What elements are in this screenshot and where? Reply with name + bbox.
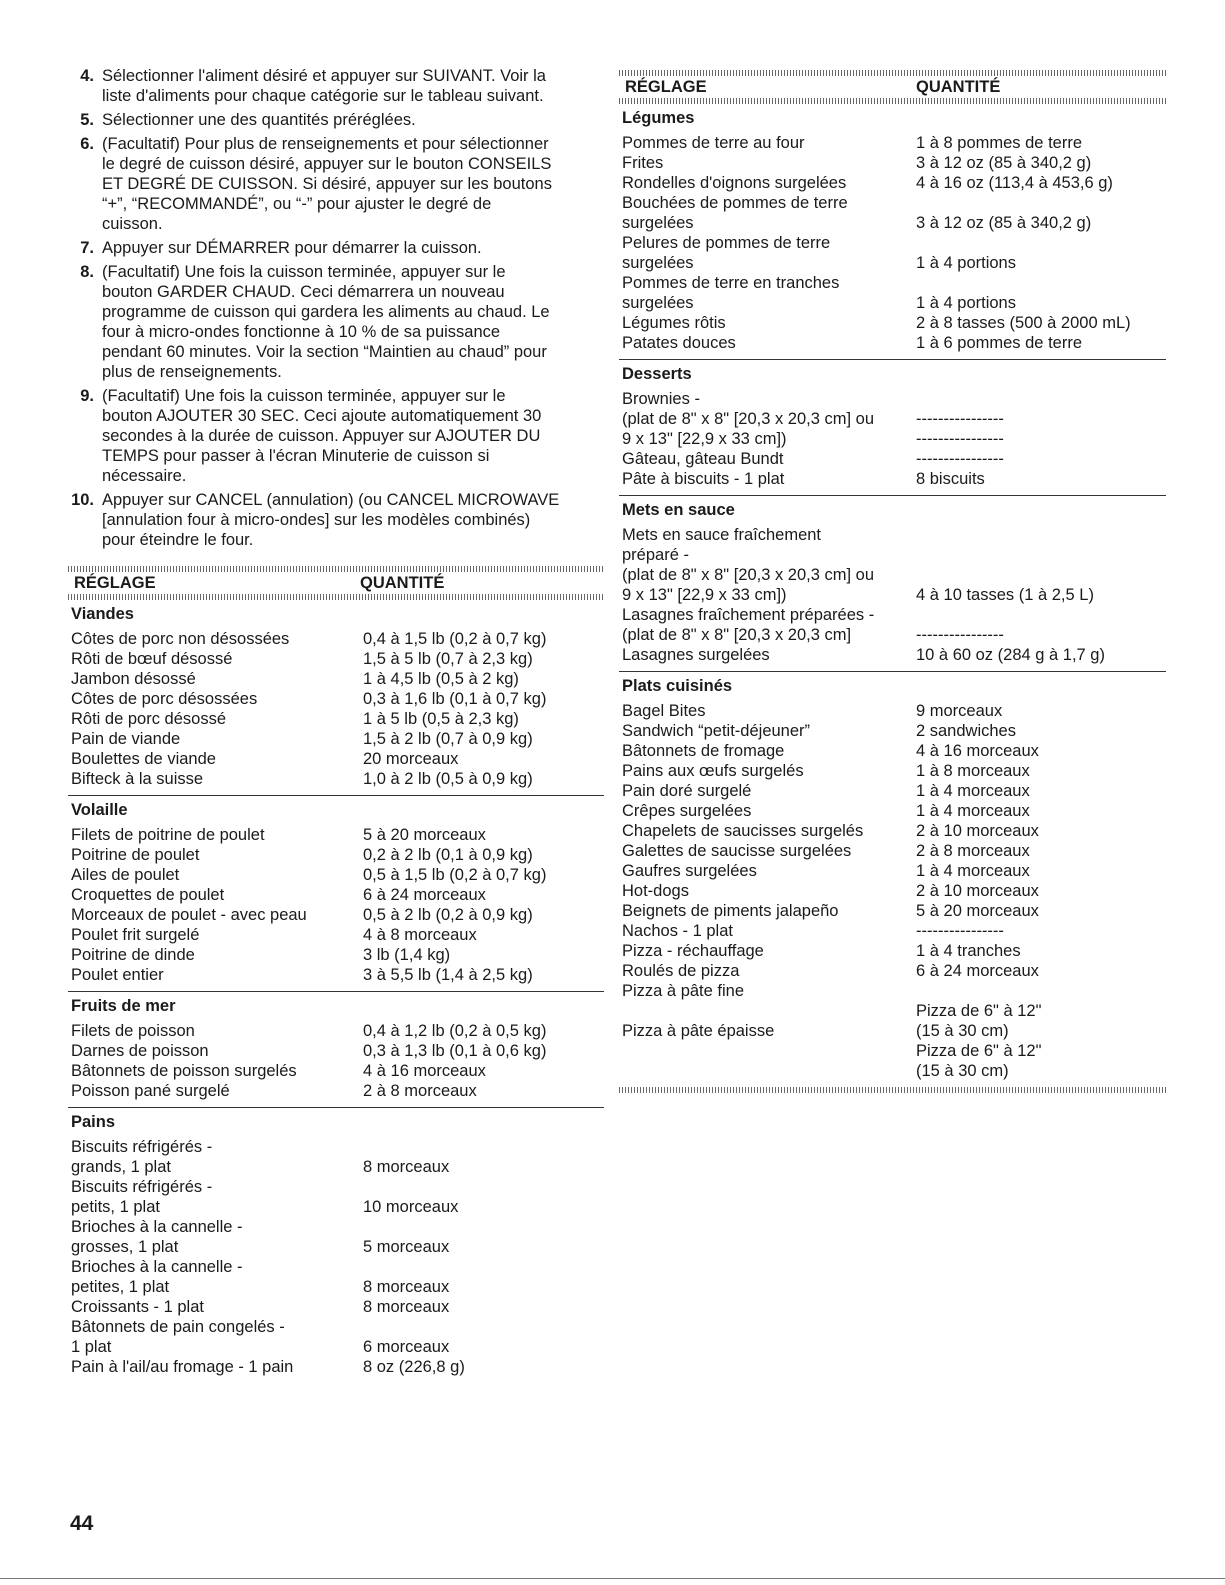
quantity-cell: ---------------- ----------------: [916, 410, 1004, 448]
setting-cell: Bâtonnets de pain congelés - 1 plat: [71, 1318, 285, 1356]
table-row: [619, 333, 1166, 353]
table-category: [68, 991, 604, 1101]
table-row: [68, 649, 604, 669]
table-header: [68, 572, 604, 594]
setting-cell: Rondelles d'oignons surgelées: [622, 174, 847, 192]
setting-cell: Rôti de porc désossé: [71, 710, 227, 728]
step-item: [68, 262, 604, 382]
step-number: 6.: [80, 135, 94, 153]
quantity-cell: 4 à 10 tasses (1 à 2,5 L): [916, 586, 1094, 604]
table-row: [68, 825, 604, 845]
setting-cell: Pain à l'ail/au fromage - 1 pain: [71, 1358, 294, 1376]
setting-cell: Boulettes de viande: [71, 750, 216, 768]
table-row: [68, 1177, 604, 1217]
category-title: Mets en sauce: [622, 501, 735, 519]
setting-cell: Croquettes de poulet: [71, 886, 225, 904]
header-setting: RÉGLAGE: [625, 78, 707, 96]
category-title: Pains: [71, 1113, 116, 1131]
table-row: [619, 605, 1166, 645]
setting-cell: Biscuits réfrigérés - petits, 1 plat: [71, 1178, 213, 1216]
step-number: 7.: [80, 239, 94, 257]
quantity-cell: 1 à 4 portions: [916, 254, 1016, 272]
quantity-cell: 0,4 à 1,5 lb (0,2 à 0,7 kg): [363, 630, 547, 648]
setting-cell: Bagel Bites Sandwich “petit-déjeuner” Bâtonnets de fromage Pains aux œufs surgelés Pain doré surgelé Crêpes surgelées Chapelets de saucisses surgelés Galettes de saucisse surgelées Gaufres surgelées Hot-dogs Beignets de piments jalapeño Nachos - 1 plat Pizza - réchauffage Roulés de pizza Pizza à pâte fine Pizza à pâte épaisse: [622, 702, 864, 1040]
table-row: [619, 153, 1166, 173]
table-row: [68, 1041, 604, 1061]
quantity-cell: 10 à 60 oz (284 g à 1,7 g): [916, 646, 1105, 664]
category-title: Fruits de mer: [71, 997, 176, 1015]
category-title: Viandes: [71, 605, 134, 623]
category-title: Volaille: [71, 801, 128, 819]
setting-cell: Pommes de terre en tranches surgelées: [622, 274, 840, 312]
setting-cell: Bâtonnets de poisson surgelés: [71, 1062, 297, 1080]
step-text: (Facultatif) Une fois la cuisson terminée, appuyer sur le bouton AJOUTER 30 SEC. Ceci ajoute automatiquement 30 secondes à la durée de cuisson. Appuyer sur AJOUTER DU TEMPS pour passer à l'écran Minuterie de cuisson si nécessaire.: [102, 387, 542, 485]
header-setting: RÉGLAGE: [74, 574, 156, 592]
quantity-cell: 5 morceaux: [363, 1238, 450, 1256]
step-item: [68, 386, 604, 486]
setting-cell: Gâteau, gâteau Bundt: [622, 450, 784, 468]
table-bottom-border: [619, 1087, 1166, 1093]
table-category: [68, 1107, 604, 1377]
step-text: Sélectionner l'aliment désiré et appuyer sur SUIVANT. Voir la liste d'aliments pour chaque catégorie sur le tableau suivant.: [102, 67, 546, 105]
setting-cell: Brownies - (plat de 8" x 8" [20,3 x 20,3 cm] ou 9 x 13" [22,9 x 33 cm]): [622, 390, 875, 448]
setting-cell: Légumes rôtis: [622, 314, 726, 332]
step-number: 10.: [71, 491, 94, 509]
table-category: [68, 600, 604, 789]
quantity-cell: 0,3 à 1,6 lb (0,1 à 0,7 kg): [363, 690, 547, 708]
table-row: [619, 389, 1166, 449]
step-number: 5.: [80, 111, 94, 129]
quantity-cell: 1,5 à 5 lb (0,7 à 2,3 kg): [363, 650, 533, 668]
table-row: [68, 749, 604, 769]
category-title: Plats cuisinés: [622, 677, 733, 695]
quantity-cell: ----------------: [916, 450, 1004, 468]
table-row: [68, 1081, 604, 1101]
step-item: [68, 110, 604, 130]
quantity-cell: 4 à 8 morceaux: [363, 926, 477, 944]
quantity-cell: ----------------: [916, 626, 1004, 644]
setting-cell: Filets de poitrine de poulet: [71, 826, 265, 844]
step-number: 4.: [80, 67, 94, 85]
setting-cell: Côtes de porc non désossées: [71, 630, 290, 648]
table-row: [68, 925, 604, 945]
setting-cell: Pelures de pommes de terre surgelées: [622, 234, 831, 272]
table-row: [68, 1317, 604, 1357]
table-row: [68, 689, 604, 709]
setting-cell: Poulet entier: [71, 966, 164, 984]
instruction-steps: [68, 66, 604, 554]
table-row: [68, 1357, 604, 1377]
table-row: [68, 905, 604, 925]
quantity-cell: 5 à 20 morceaux: [363, 826, 486, 844]
settings-table-left: [68, 566, 604, 1377]
setting-cell: Darnes de poisson: [71, 1042, 209, 1060]
category-list: [68, 600, 604, 1377]
step-number: 8.: [80, 263, 94, 281]
quantity-cell: 6 morceaux: [363, 1338, 450, 1356]
table-row: [68, 965, 604, 985]
table-category: [619, 359, 1166, 489]
quantity-cell: 6 à 24 morceaux: [363, 886, 486, 904]
setting-cell: Bifteck à la suisse: [71, 770, 204, 788]
quantity-cell: 0,3 à 1,3 lb (0,1 à 0,6 kg): [363, 1042, 547, 1060]
category-title: Desserts: [622, 365, 692, 383]
table-row: [68, 1021, 604, 1041]
quantity-cell: 1 à 4 portions: [916, 294, 1016, 312]
setting-cell: Biscuits réfrigérés - grands, 1 plat: [71, 1138, 213, 1176]
quantity-cell: 8 biscuits: [916, 470, 985, 488]
quantity-cell: 1 à 8 pommes de terre: [916, 134, 1082, 152]
setting-cell: Filets de poisson: [71, 1022, 195, 1040]
table-row: [68, 1061, 604, 1081]
table-row: [619, 469, 1166, 489]
table-row: [68, 885, 604, 905]
table-row: [68, 1217, 604, 1257]
table-row: [68, 1297, 604, 1317]
quantity-cell: 4 à 16 morceaux: [363, 1062, 486, 1080]
table-row: [68, 1257, 604, 1297]
table-row: [68, 629, 604, 649]
table-row: [619, 233, 1166, 273]
step-item: [68, 134, 604, 234]
table-row: [619, 273, 1166, 313]
setting-cell: Croissants - 1 plat: [71, 1298, 204, 1316]
table-row: [619, 173, 1166, 193]
setting-cell: Jambon désossé: [71, 670, 196, 688]
quantity-cell: 2 à 8 tasses (500 à 2000 mL): [916, 314, 1131, 332]
setting-cell: Côtes de porc désossées: [71, 690, 258, 708]
step-number: 9.: [80, 387, 94, 405]
step-text: (Facultatif) Une fois la cuisson terminée, appuyer sur le bouton GARDER CHAUD. Ceci démarrera un nouveau programme de cuisson qui gardera les aliments au chaud. Le four à micro-ondes fonctionne à 10 % de sa puissance pendant 60 minutes. Voir la section “Maintien au chaud” pour plus de renseignements.: [102, 263, 550, 381]
quantity-cell: 1,5 à 2 lb (0,7 à 0,9 kg): [363, 730, 533, 748]
setting-cell: Pain de viande: [71, 730, 181, 748]
quantity-cell: 8 morceaux: [363, 1158, 450, 1176]
setting-cell: Ailes de poulet: [71, 866, 180, 884]
table-row: [619, 701, 1166, 1081]
table-row: [619, 133, 1166, 153]
page-number: 44: [70, 1512, 94, 1535]
category-list: [619, 104, 1166, 1081]
step-text: Appuyer sur CANCEL (annulation) (ou CANCEL MICROWAVE [annulation four à micro-ondes] sur les modèles combinés) pour éteindre le four.: [102, 491, 560, 549]
table-row: [619, 313, 1166, 333]
table-row: [619, 645, 1166, 665]
table-category: [619, 671, 1166, 1081]
table-row: [619, 449, 1166, 469]
category-title: Légumes: [622, 109, 695, 127]
setting-cell: Morceaux de poulet - avec peau: [71, 906, 307, 924]
step-item: [68, 238, 604, 258]
quantity-cell: 8 oz (226,8 g): [363, 1358, 465, 1376]
setting-cell: Poulet frit surgelé: [71, 926, 200, 944]
step-text: (Facultatif) Pour plus de renseignements et pour sélectionner le degré de cuisson désiré, appuyer sur le bouton CONSEILS ET DEGRÉ DE CUISSON. Si désiré, appuyer sur les boutons “+”, “RECOMMANDÉ”, ou “-” pour ajuster le degré de cuisson.: [102, 135, 552, 233]
quantity-cell: 8 morceaux: [363, 1278, 450, 1296]
table-row: [68, 709, 604, 729]
quantity-cell: 8 morceaux: [363, 1298, 450, 1316]
step-item: [68, 66, 604, 106]
setting-cell: Bouchées de pommes de terre surgelées: [622, 194, 848, 232]
step-text: Appuyer sur DÉMARRER pour démarrer la cuisson.: [102, 239, 482, 257]
table-row: [68, 1137, 604, 1177]
quantity-cell: 1 à 6 pommes de terre: [916, 334, 1082, 352]
table-row: [68, 865, 604, 885]
quantity-cell: 0,5 à 1,5 lb (0,2 à 0,7 kg): [363, 866, 547, 884]
setting-cell: Pommes de terre au four: [622, 134, 805, 152]
quantity-cell: 1,0 à 2 lb (0,5 à 0,9 kg): [363, 770, 533, 788]
quantity-cell: 3 lb (1,4 kg): [363, 946, 451, 964]
quantity-cell: 9 morceaux 2 sandwiches 4 à 16 morceaux 1 à 8 morceaux 1 à 4 morceaux 1 à 4 morceaux 2 à 10 morceaux 2 à 8 morceaux 1 à 4 morceaux 2 à 10 morceaux 5 à 20 morceaux ---------------- 1 à 4 tranches 6 à 24 morceaux Pizza de 6" à 12" (15 à 30 cm) Pizza de 6" à 12" (15 à 30 cm): [916, 702, 1042, 1080]
quantity-cell: 0,4 à 1,2 lb (0,2 à 0,5 kg): [363, 1022, 547, 1040]
step-text: Sélectionner une des quantités préréglées.: [102, 111, 416, 129]
quantity-cell: 10 morceaux: [363, 1198, 459, 1216]
quantity-cell: 3 à 5,5 lb (1,4 à 2,5 kg): [363, 966, 533, 984]
setting-cell: Rôti de bœuf désossé: [71, 650, 233, 668]
table-row: [68, 729, 604, 749]
quantity-cell: 1 à 4,5 lb (0,5 à 2 kg): [363, 670, 519, 688]
quantity-cell: 4 à 16 oz (113,4 à 453,6 g): [916, 174, 1113, 192]
table-row: [68, 669, 604, 689]
quantity-cell: 3 à 12 oz (85 à 340,2 g): [916, 154, 1092, 172]
table-row: [68, 845, 604, 865]
setting-cell: Lasagnes fraîchement préparées - (plat de 8" x 8" [20,3 x 20,3 cm]: [622, 606, 875, 644]
table-row: [619, 525, 1166, 605]
step-item: [68, 490, 604, 550]
setting-cell: Lasagnes surgelées: [622, 646, 770, 664]
table-category: [619, 104, 1166, 353]
table-row: [619, 193, 1166, 233]
setting-cell: Brioches à la cannelle - grosses, 1 plat: [71, 1218, 243, 1256]
setting-cell: Poitrine de dinde: [71, 946, 195, 964]
setting-cell: Poisson pané surgelé: [71, 1082, 230, 1100]
quantity-cell: 20 morceaux: [363, 750, 459, 768]
table-category: [68, 795, 604, 985]
table-row: [68, 945, 604, 965]
quantity-cell: 1 à 5 lb (0,5 à 2,3 kg): [363, 710, 519, 728]
table-category: [619, 495, 1166, 665]
quantity-cell: 3 à 12 oz (85 à 340,2 g): [916, 214, 1092, 232]
quantity-cell: 0,2 à 2 lb (0,1 à 0,9 kg): [363, 846, 533, 864]
settings-table-right: [619, 70, 1166, 1093]
setting-cell: Frites: [622, 154, 664, 172]
header-quantity: QUANTITÉ: [916, 78, 1001, 96]
quantity-cell: 2 à 8 morceaux: [363, 1082, 477, 1100]
page-bottom-rule: [0, 1578, 1225, 1579]
setting-cell: Patates douces: [622, 334, 736, 352]
setting-cell: Brioches à la cannelle - petites, 1 plat: [71, 1258, 243, 1296]
header-quantity: QUANTITÉ: [360, 574, 445, 592]
setting-cell: Mets en sauce fraîchement préparé - (plat de 8" x 8" [20,3 x 20,3 cm] ou 9 x 13" [22,9 x 33 cm]): [622, 526, 875, 604]
setting-cell: Poitrine de poulet: [71, 846, 200, 864]
table-row: [68, 769, 604, 789]
setting-cell: Pâte à biscuits - 1 plat: [622, 470, 785, 488]
table-header: [619, 76, 1166, 98]
quantity-cell: 0,5 à 2 lb (0,2 à 0,9 kg): [363, 906, 533, 924]
